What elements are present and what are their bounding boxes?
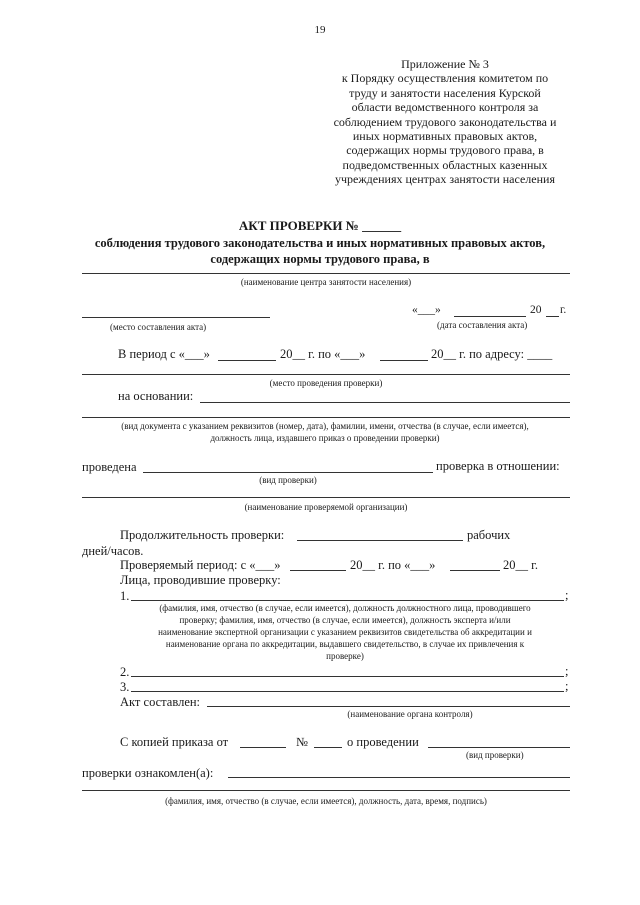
appendix-line: содержащих нормы трудового права, в: [346, 143, 544, 158]
date-act-caption: (дата составления акта): [437, 320, 528, 330]
signature-caption: (фамилия, имя, отчество (в случае, если имеется), должность, дата, время, подпись): [165, 796, 487, 806]
person-3-semicolon: ;: [565, 679, 569, 693]
cp-year2: 20__ г.: [503, 558, 538, 572]
check-kind-line[interactable]: [143, 472, 433, 473]
appendix-line: подведомственных областных казенных: [342, 157, 548, 172]
duration-label: Продолжительность проверки:: [120, 528, 285, 542]
conducted-label: проведена: [82, 460, 137, 474]
copy-order-label: С копией приказа от: [120, 735, 229, 749]
persons-caption-2: проверку; фамилия, имя, отчество (в случае, если имеется), должность эксперта и/или: [179, 615, 511, 625]
date-day: «___»: [412, 304, 441, 316]
appendix-line: Приложение № 3: [401, 57, 489, 71]
person-1-line[interactable]: [131, 600, 564, 601]
persons-caption-1: (фамилия, имя, отчество (в случае, если имеется), должность должностного лица, проводившего: [159, 603, 531, 613]
document-subtitle: [60, 235, 580, 267]
signature-line[interactable]: [82, 790, 570, 791]
org-name-line[interactable]: [82, 497, 570, 498]
appendix-line: соблюдением трудового законодательства и: [333, 114, 557, 129]
working-label: рабочих: [467, 528, 511, 542]
basis-label: на основании:: [118, 389, 194, 403]
days-hours-label: дней/часов.: [82, 544, 144, 558]
place-check-caption: (место проведения проверки): [269, 378, 383, 388]
cp-month2-line[interactable]: [450, 570, 500, 571]
about-label: о проведении: [347, 735, 419, 749]
document-title: АКТ ПРОВЕРКИ № ______: [238, 218, 402, 233]
basis-caption-1: (вид документа с указанием реквизитов (номер, дата), фамилии, имени, отчества (в случае, если имеется),: [121, 421, 529, 431]
person-2-semicolon: ;: [565, 664, 569, 678]
date-month-line[interactable]: [454, 316, 526, 317]
subtitle-line: содержащих нормы трудового права, в: [210, 252, 430, 266]
persons-label: Лица, проводившие проверку:: [120, 573, 281, 587]
appendix-line: труду и занятости населения Курской: [349, 85, 541, 100]
control-body-caption: (наименование органа контроля): [347, 709, 473, 719]
acquainted-line[interactable]: [228, 777, 570, 778]
appendix-line: учреждениях центрах занятости населения: [335, 172, 555, 187]
place-act-caption: (место составления акта): [110, 322, 207, 332]
appendix-line: к Порядку осуществления комитетом по: [341, 71, 549, 86]
cp-year1: 20__ г. по «___»: [350, 558, 436, 572]
person-3-number: 3.: [120, 680, 130, 694]
page-number: 19: [314, 24, 326, 36]
person-2-line[interactable]: [131, 676, 564, 677]
date-year: 20: [530, 304, 542, 316]
place-act-line[interactable]: [82, 317, 270, 318]
act-made-label: Акт составлен:: [120, 695, 201, 709]
in-relation-label: проверка в отношении:: [436, 459, 560, 473]
checked-period-label: Проверяемый период: с «___»: [120, 558, 281, 572]
order-date-line[interactable]: [240, 747, 286, 748]
org-name-caption: (наименование проверяемой организации): [244, 502, 408, 512]
subtitle-line: соблюдения трудового законодательства и иных нормативных правовых актов,: [94, 236, 546, 250]
basis-line[interactable]: [200, 402, 570, 403]
person-3-line[interactable]: [131, 691, 564, 692]
date-year-line[interactable]: [546, 316, 559, 317]
appendix-line: области ведомственного контроля за: [351, 100, 539, 115]
duration-line[interactable]: [297, 540, 463, 541]
cp-month1-line[interactable]: [290, 570, 346, 571]
persons-caption-5: проверке): [326, 651, 364, 661]
person-2-number: 2.: [120, 665, 130, 679]
basis-line-2[interactable]: [82, 417, 570, 418]
appendix-line: иных нормативных правовых актов,: [352, 129, 538, 144]
order-number-line[interactable]: [314, 747, 342, 748]
order-kind-line[interactable]: [428, 747, 570, 748]
check-kind-caption-2: (вид проверки): [466, 750, 524, 760]
center-name-line[interactable]: [82, 273, 570, 274]
person-1-number: 1.: [120, 589, 130, 603]
control-body-line[interactable]: [207, 706, 570, 707]
period-label: В период с «___»: [118, 347, 210, 361]
check-kind-caption: (вид проверки): [259, 475, 317, 485]
period-year2: 20__ г. по адресу: ____: [431, 347, 553, 361]
order-number-sign: №: [296, 735, 308, 749]
period-year1: 20__ г. по «___»: [280, 347, 366, 361]
appendix-header: [310, 57, 580, 187]
period-month2-line[interactable]: [380, 360, 428, 361]
period-month1-line[interactable]: [218, 360, 276, 361]
persons-caption-4: наименование органа по аккредитации, выдавшего свидетельство, в случае их привлечения к: [165, 639, 525, 649]
center-name-caption: (наименование центра занятости населения): [240, 277, 412, 287]
place-check-line[interactable]: [82, 374, 570, 375]
acquainted-label: проверки ознакомлен(а):: [82, 766, 214, 780]
persons-caption-3: наименование экспертной организации с указанием реквизитов свидетельства об аккредитации и: [158, 627, 532, 637]
date-year-suffix: г.: [560, 304, 567, 316]
person-1-semicolon: ;: [565, 588, 569, 602]
basis-caption-2: должность лица, издавшего приказ о проведении проверки): [210, 433, 440, 443]
